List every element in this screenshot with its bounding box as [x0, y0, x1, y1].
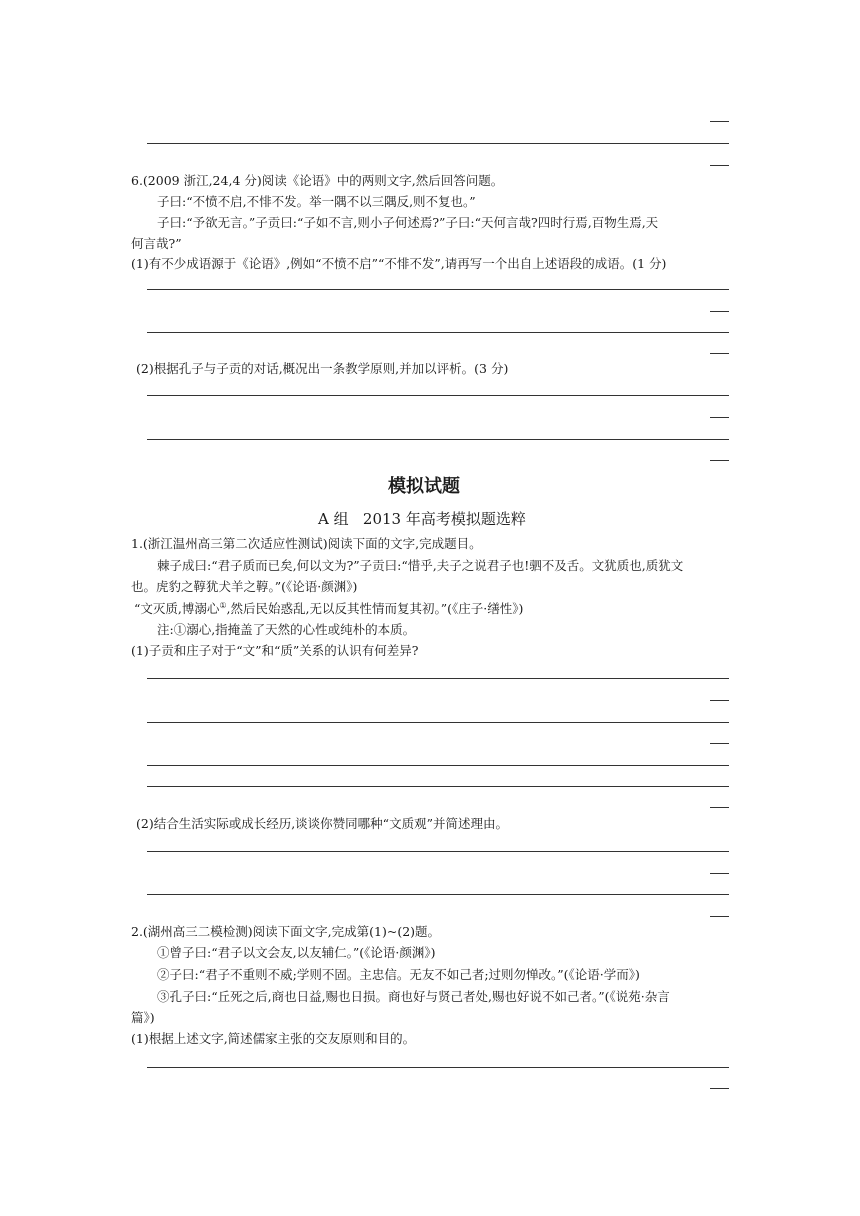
question-6-sub-1: (1)有不少成语源于《论语》,例如“不愤不启”“不悱不发”,请再写一个出自上述语段的成语。(1 分) — [131, 256, 667, 271]
question-1-quote-2 — [134, 602, 523, 616]
answer-line — [147, 289, 729, 290]
section-title: 模拟试题 — [388, 476, 460, 497]
answer-line-end — [710, 807, 729, 808]
answer-line — [147, 395, 729, 396]
group-title: A 组 2013 年高考模拟题选粹 — [318, 510, 526, 528]
answer-line — [147, 143, 729, 144]
question-1-sub-2: (2)结合生活实际或成长经历,谈谈你赞同哪种“文质观”并简述理由。 — [136, 816, 508, 831]
answer-line — [147, 894, 729, 895]
answer-line — [147, 1067, 729, 1068]
question-1-quote-1-cont: 也。虎豹之鞟犹犬羊之鞟。”(《论语·颜渊》) — [131, 579, 358, 594]
answer-line-end — [710, 460, 729, 461]
answer-line-end — [710, 165, 729, 166]
answer-line — [147, 332, 729, 333]
answer-line-end — [710, 353, 729, 354]
question-1-note: 注:①溺心,指掩盖了天然的心性或纯朴的本质。 — [157, 622, 416, 637]
question-2-quote-3-cont: 篇》) — [131, 1010, 155, 1025]
question-2-quote-1: ①曾子曰:“君子以文会友,以友辅仁。”(《论语·颜渊》) — [157, 945, 436, 960]
question-1-sub-1: (1)子贡和庄子对于“文”和“质”关系的认识有何差异? — [131, 643, 419, 658]
answer-line-end — [710, 311, 729, 312]
question-6-stem: 6.(2009 浙江,24,4 分)阅读《论语》中的两则文字,然后回答问题。 — [131, 173, 504, 188]
question-2-quote-2: ②子曰:“君子不重则不威;学则不固。主忠信。无友不如己者;过则勿惮改。”(《论语·学而》) — [157, 967, 640, 982]
answer-line-end — [710, 743, 729, 744]
footnote-marker: ① — [219, 601, 227, 610]
answer-line — [147, 678, 729, 679]
answer-line-end — [710, 873, 729, 874]
answer-line — [147, 786, 729, 787]
answer-line — [147, 765, 729, 766]
quote-2-text: “文灭质,博溺心 — [134, 601, 220, 617]
question-1-quote-1: 棘子成曰:“君子质而已矣,何以文为?”子贡曰:“惜乎,夫子之说君子也!驷不及舌。文犹质也,质犹文 — [157, 558, 684, 573]
answer-line-end — [710, 700, 729, 701]
answer-line — [147, 851, 729, 852]
question-6-sub-2: (2)根据孔子与子贡的对话,概况出一条教学原则,并加以评析。(3 分) — [136, 361, 509, 376]
question-6-quote-2: 子曰:“予欲无言。”子贡曰:“子如不言,则小子何述焉?”子曰:“天何言哉?四时行焉,百物生焉,天 — [157, 215, 659, 230]
question-2-sub-1: (1)根据上述文字,简述儒家主张的交友原则和目的。 — [131, 1031, 416, 1046]
quote-2-text-rest: ,然后民始惑乱,无以反其性情而复其初。”(《庄子·缮性》) — [226, 601, 524, 617]
question-6-quote-2-cont: 何言哉?” — [131, 236, 182, 251]
question-2-quote-3: ③孔子曰:“丘死之后,商也日益,赐也日损。商也好与贤己者处,赐也好说不如己者。”(《说苑·杂言 — [157, 989, 670, 1004]
answer-line — [147, 439, 729, 440]
answer-line-end — [710, 121, 729, 122]
question-1-stem: 1.(浙江温州高三第二次适应性测试)阅读下面的文字,完成题目。 — [131, 536, 482, 551]
answer-line — [147, 722, 729, 723]
answer-line-end — [710, 417, 729, 418]
answer-line-end — [710, 916, 729, 917]
question-2-stem: 2.(湖州高三二模检测)阅读下面文字,完成第(1)~(2)题。 — [131, 924, 441, 939]
question-6-quote-1: 子曰:“不愤不启,不悱不发。举一隅不以三隅反,则不复也。” — [157, 194, 476, 209]
answer-line-end — [710, 1088, 729, 1089]
